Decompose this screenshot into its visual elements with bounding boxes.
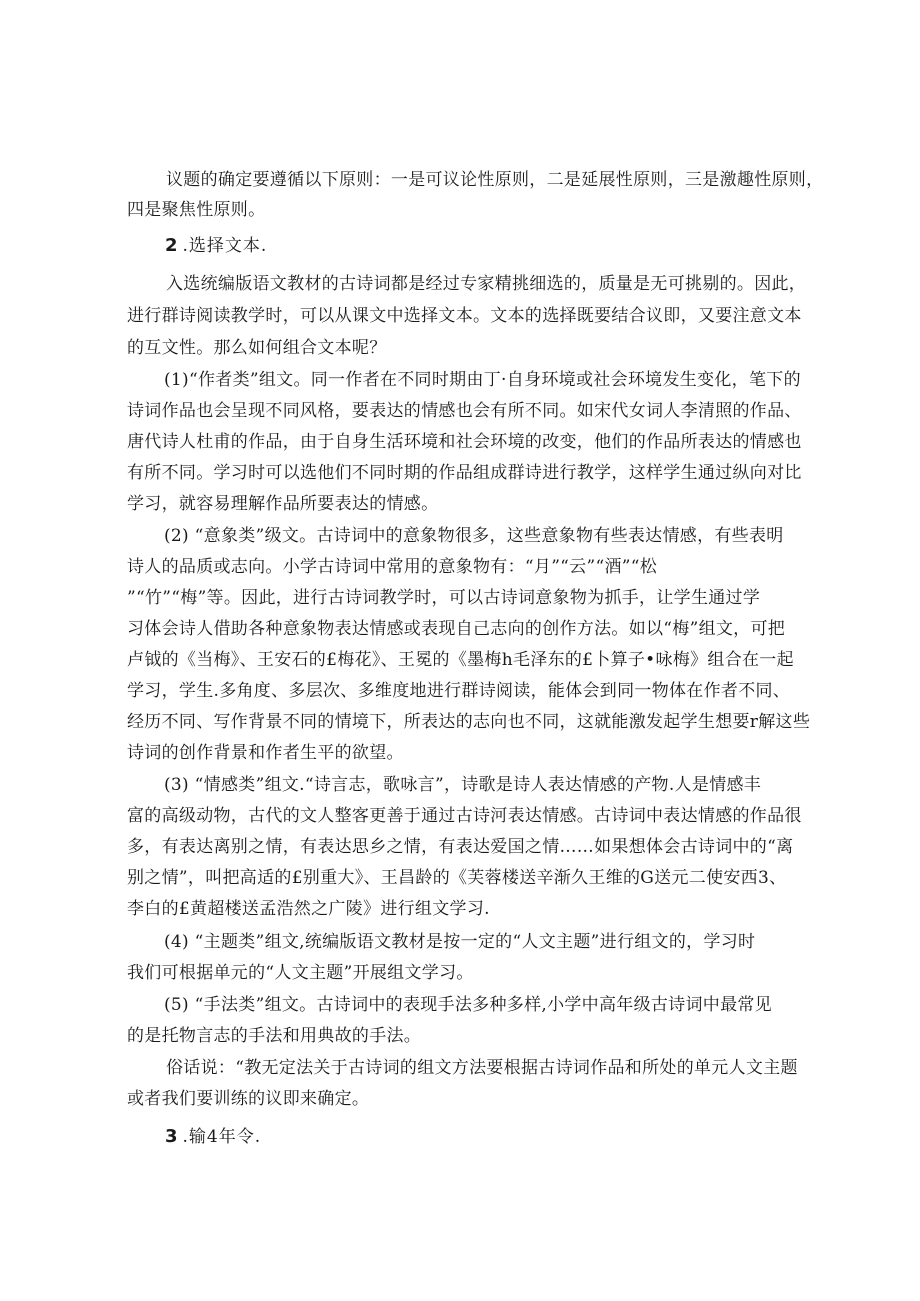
section-3-heading xyxy=(165,1126,261,1148)
section-3-number: 3 xyxy=(165,1126,179,1147)
item-2-line: 诗词的创作背景和作者生平的欲望。 xyxy=(127,743,404,763)
item-2-line: 习体会诗人借助各种意象物表达情感或表现自己志向的创作方法。如以“梅”组文，可把 xyxy=(127,619,786,639)
item-3-line: 多，有表达离别之情，有表达思乡之情，有表达爱国之情……如果想体会古诗词中的“离 xyxy=(127,837,794,857)
item-2-line: ”“竹”“梅”等。因此，进行古诗词教学时，可以古诗词意象物为抓手，让学生通过学 xyxy=(127,588,761,608)
item-1-line: 学习，就容易理解作品所要表达的情感。 xyxy=(127,494,439,514)
para-line: 进行群诗阅读教学时，可以从课文中选择文本。文本的选择既要结合议即，又要注意文本 xyxy=(127,306,802,326)
section-2-number: 2 xyxy=(165,235,179,256)
item-1-line: 唐代诗人杜甫的作品，由于自身生活环境和社会环境的改变，他们的作品所表达的情感也 xyxy=(127,432,802,452)
item-2-line: 诗人的品质或志向。小学古诗词中常用的意象物有：“月”“云”“酒”“松 xyxy=(127,557,658,577)
item-4-line: (4) “主题类”组文,统编版语文教材是按一定的“人文主题”进行组文的，学习时 xyxy=(164,932,756,952)
item-5-line: 的是托物言志的手法和用典故的手法。 xyxy=(127,1026,422,1046)
item-3-line: 别之情”，叫把高适的£别重大》、王昌龄的《芙蓉楼送辛渐久王维的G送元二使安西3、 xyxy=(127,868,787,888)
item-1-line: (1)“作者类”组文。同一作者在不同时期由丁·自身环境或社会环境发生变化，笔下的 xyxy=(164,370,801,390)
section-2-title: .选择文本. xyxy=(182,236,268,256)
closing-line: 或者我们要训练的议即来确定。 xyxy=(127,1089,370,1109)
closing-line: 俗话说：“教无定法关于古诗词的组文方法要根据古诗词作品和所处的单元人文主题 xyxy=(166,1058,798,1078)
section-3-title: .输4年令. xyxy=(182,1127,262,1147)
item-5-line: (5) “手法类”组文。古诗词中的表现手法多种多样,小学中高年级古诗词中最常见 xyxy=(164,995,772,1015)
item-1-line: 有所不同。学习时可以选他们不同时期的作品组成群诗进行教学，这样学生通过纵向对比 xyxy=(127,463,802,483)
item-1-line: 诗词作品也会呈现不同风格，要表达的情感也会有所不同。如宋代女词人李清照的作品、 xyxy=(127,401,802,421)
intro-line-1: 议题的确定要遵循以下原则：一是可议论性原则，二是延展性原则，三是激趣性原则， xyxy=(166,170,824,190)
para-line: 的互文性。那么如何组合文本呢？ xyxy=(127,338,387,358)
section-2-heading xyxy=(165,235,267,257)
item-4-line: 我们可根据单元的“人文主题”开展组文学习。 xyxy=(127,963,474,983)
item-3-line: 李白的£黄超楼送孟浩然之广陵》进行组文学习. xyxy=(127,899,490,919)
intro-line-2: 四是聚焦性原则。 xyxy=(127,200,266,220)
item-3-line: 富的高级动物，古代的文人整客更善于通过古诗河表达情感。古诗词中表达情感的作品很 xyxy=(127,806,802,826)
item-3-line: (3) “情感类”组文.“诗言志，歌咏言”，诗歌是诗人表达情感的产物.人是情感丰 xyxy=(164,775,762,795)
item-2-line: (2) “意象类”级文。古诗词中的意象物很多，这些意象物有些表达情感，有些表明 xyxy=(164,526,784,546)
item-2-line: 学习，学生.多角度、多层次、多维度地进行群诗阅读，能体会到同一物体在作者不同、 xyxy=(127,681,791,701)
item-2-line: 经历不同、写作背景不同的情境下，所表达的志向也不同，这就能激发起学生想要r解这些 xyxy=(127,712,811,732)
item-2-line: 卢钺的《当梅》、王安石的£梅花》、王冕的《墨梅h毛泽东的£卜算子•咏梅》组合在一起 xyxy=(127,650,794,670)
para-line: 入选统编版语文教材的古诗词都是经过专家精挑细选的，质量是无可挑剔的。因此， xyxy=(166,274,807,294)
